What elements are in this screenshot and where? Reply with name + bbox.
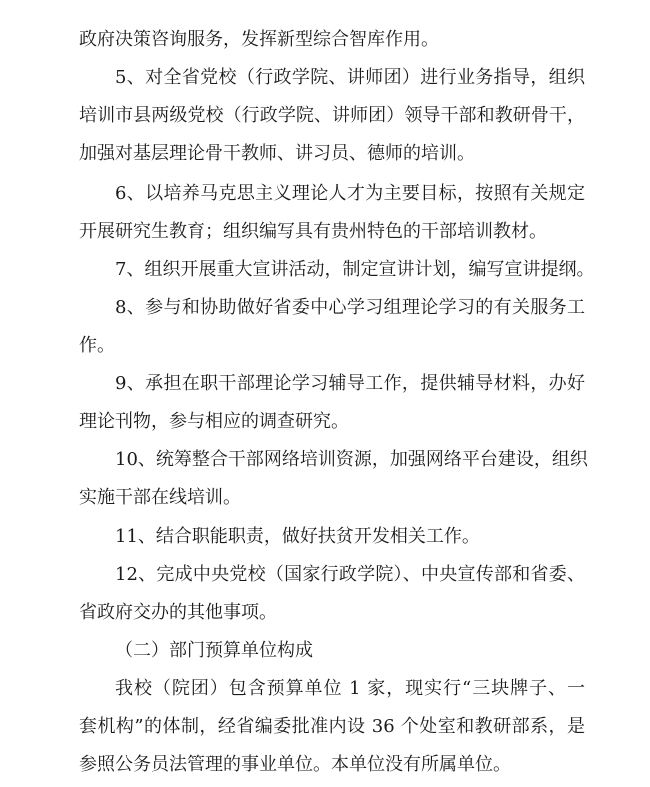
section-heading: （二）部门预算单位构成 <box>115 640 313 661</box>
text-line: 实施干部在线培训。 <box>79 487 241 508</box>
text-line: 参照公务员法管理的事业单位。本单位没有所属单位。 <box>79 754 511 775</box>
paragraph-first-line: 我校（院团）包含预算单位 1 家，现实行“三块牌子、一 <box>115 678 585 699</box>
text-line: 省政府交办的其他事项。 <box>79 602 277 623</box>
paragraph-first-line: 10、统筹整合干部网络培训资源，加强网络平台建设，组织 <box>115 449 588 470</box>
text-line: 加强对基层理论骨干教师、讲习员、德师的培训。 <box>79 143 475 164</box>
paragraph-first-line: 11、结合职能职责，做好扶贫开发相关工作。 <box>115 526 480 547</box>
text-line: 培训市县两级党校（行政学院、讲师团）领导干部和教研骨干， <box>79 105 585 126</box>
text-line: 理论刊物，参与相应的调查研究。 <box>79 411 349 432</box>
paragraph-first-line: 7、组织开展重大宣讲活动，制定宣讲计划，编写宣讲提纲。 <box>115 259 595 280</box>
text-line: 作。 <box>79 335 115 356</box>
paragraph-first-line: 12、完成中央党校（国家行政学院）、中央宣传部和省委、 <box>115 564 585 585</box>
paragraph-first-line: 5、对全省党校（行政学院、讲师团）进行业务指导，组织 <box>115 67 585 88</box>
paragraph-first-line: 8、参与和协助做好省委中心学习组理论学习的有关服务工 <box>115 297 585 318</box>
text-line: 政府决策咨询服务，发挥新型综合智库作用。 <box>79 29 439 50</box>
text-line: 套机构”的体制，经省编委批准内设 36 个处室和教研部系，是 <box>79 716 585 737</box>
text-line: 开展研究生教育；组织编写具有贵州特色的干部培训教材。 <box>79 221 547 242</box>
paragraph-first-line: 9、承担在职干部理论学习辅导工作，提供辅导材料，办好 <box>115 373 585 394</box>
paragraph-first-line: 6、以培养马克思主义理论人才为主要目标，按照有关规定 <box>115 183 585 204</box>
